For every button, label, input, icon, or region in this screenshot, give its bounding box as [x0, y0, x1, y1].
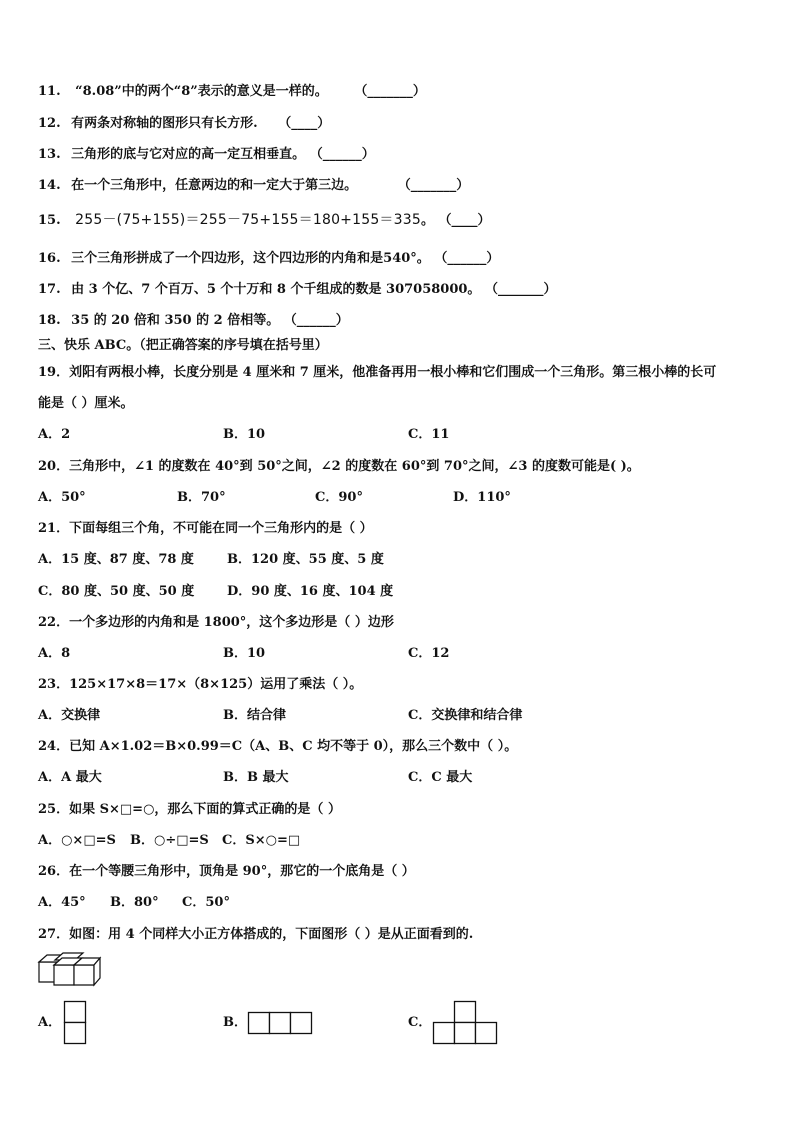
- option-a[interactable]: A．A 最大: [38, 770, 102, 785]
- option-d[interactable]: D．110°: [453, 490, 511, 505]
- question-12: [38, 115, 330, 133]
- question-25: 25．如果 S×□=○，那么下面的算式正确的是（ ）: [38, 802, 341, 817]
- option-a[interactable]: A．50°: [38, 490, 86, 505]
- option-c[interactable]: C．90°: [315, 490, 363, 505]
- square-cell: [65, 1023, 86, 1044]
- question-number: 18.: [38, 313, 61, 328]
- cube-stack-figure: [38, 952, 100, 986]
- square-cell: [455, 1002, 476, 1023]
- question-number: 16.: [38, 251, 61, 266]
- option-c[interactable]: C．12: [408, 646, 450, 661]
- question-14: [38, 177, 469, 195]
- question-11: [38, 83, 426, 101]
- question-suffix: 。: [420, 213, 434, 228]
- question-23: 23．125×17×8＝17×（8×125）运用了乘法（ ）。: [38, 677, 363, 692]
- option-b[interactable]: B．80°: [110, 895, 159, 910]
- question-text: 三角形的底与它对应的高一定互相垂直。: [71, 147, 306, 162]
- option-b[interactable]: B．10: [223, 427, 266, 442]
- square-cell: [476, 1023, 497, 1044]
- square-cell: [434, 1023, 455, 1044]
- question-20: 20．三角形中，∠1 的度数在 40°到 50°之间，∠2 的度数在 60°到 70°之间，∠3 的度数可能是( )。: [38, 459, 640, 474]
- option-c[interactable]: C．: [408, 1015, 432, 1030]
- question-number: 15.: [38, 213, 61, 228]
- cube-right: [74, 958, 100, 985]
- option-a[interactable]: A．2: [38, 427, 71, 442]
- question-text: 35 的 20 倍和 350 的 2 倍相等。: [71, 313, 280, 328]
- square-cell: [455, 1023, 476, 1044]
- option-c[interactable]: C．C 最大: [408, 770, 473, 785]
- answer-blank[interactable]: （____）: [278, 116, 331, 131]
- option-b-figure[interactable]: [248, 1012, 312, 1034]
- question-15: [38, 211, 491, 230]
- option-a[interactable]: A．○×□=S: [38, 833, 116, 848]
- formula: 255－(75+155)＝255－75+155＝180+155＝335: [75, 212, 421, 228]
- option-c[interactable]: C．80 度、50 度、50 度: [38, 584, 195, 599]
- question-17: [38, 281, 556, 299]
- option-b[interactable]: B．10: [223, 646, 266, 661]
- square-cell: [291, 1013, 312, 1034]
- question-27: 27．如图：用 4 个同样大小正方体搭成的，下面图形（ ）是从正面看到的.: [38, 927, 474, 942]
- question-13: [38, 146, 375, 164]
- question-21: 21．下面每组三个角，不可能在同一个三角形内的是（ ）: [38, 521, 373, 536]
- question-26: 26．在一个等腰三角形中，顶角是 90°，那它的一个底角是（ ）: [38, 864, 415, 879]
- question-number: 17.: [38, 282, 61, 297]
- question-18: [38, 312, 349, 330]
- question-text: 由 3 个亿、7 个百万、5 个十万和 8 个千组成的数是 307058000。: [71, 282, 481, 297]
- option-c[interactable]: C．11: [408, 427, 450, 442]
- option-a[interactable]: A．: [38, 1015, 62, 1030]
- answer-blank[interactable]: （_______）: [397, 178, 470, 193]
- option-c[interactable]: C．S×○=□: [222, 833, 301, 848]
- question-text: 三个三角形拼成了一个四边形，这个四边形的内角和是540°。: [71, 251, 430, 266]
- answer-blank[interactable]: （______）: [283, 313, 349, 328]
- option-a[interactable]: A．15 度、87 度、78 度: [38, 552, 194, 567]
- question-number: 12.: [38, 116, 61, 131]
- question-text: “8.08”中的两个“8”表示的意义是一样的。: [75, 84, 328, 99]
- option-c[interactable]: C．50°: [182, 895, 230, 910]
- square-cell: [270, 1013, 291, 1034]
- option-a[interactable]: A．交换律: [38, 708, 101, 723]
- option-b[interactable]: B．: [223, 1015, 247, 1030]
- square-cell: [65, 1002, 86, 1023]
- answer-blank[interactable]: （______）: [309, 147, 375, 162]
- answer-blank[interactable]: （______）: [434, 251, 500, 266]
- option-c-figure[interactable]: [433, 1001, 497, 1045]
- option-b[interactable]: B．120 度、55 度、5 度: [227, 552, 384, 567]
- question-22: 22．一个多边形的内角和是 1800°，这个多边形是（ ）边形: [38, 615, 394, 630]
- option-c[interactable]: C．交换律和结合律: [408, 708, 523, 723]
- option-a[interactable]: A．45°: [38, 895, 86, 910]
- question-text: 在一个三角形中，任意两边的和一定大于第三边。: [71, 178, 358, 193]
- answer-blank[interactable]: （____）: [438, 213, 491, 228]
- question-number: 14.: [38, 178, 61, 193]
- section-heading: 三、快乐 ABC。（把正确答案的序号填在括号里）: [38, 338, 328, 353]
- option-d[interactable]: D．90 度、16 度、104 度: [227, 584, 394, 599]
- question-24: 24．已知 A×1.02＝B×0.99＝C（A、B、C 均不等于 0），那么三个数中（ ）。: [38, 739, 518, 754]
- answer-blank[interactable]: （_______）: [354, 84, 426, 99]
- option-a[interactable]: A．8: [38, 646, 71, 661]
- question-19-line1: 19．刘阳有两根小棒，长度分别是 4 厘米和 7 厘米，他准备再用一根小棒和它们围成一个三角形。第三根小棒的长可: [38, 365, 717, 380]
- option-a-figure[interactable]: [64, 1001, 86, 1045]
- question-19-line2: 能是（ ）厘米。: [38, 396, 134, 411]
- question-text: 有两条对称轴的图形只有长方形.: [71, 116, 258, 131]
- question-16: [38, 250, 499, 268]
- option-b[interactable]: B．B 最大: [223, 770, 289, 785]
- option-b[interactable]: B．○÷□=S: [130, 833, 209, 848]
- answer-blank[interactable]: （_______）: [484, 282, 557, 297]
- question-number: 11.: [38, 84, 61, 99]
- question-number: 13.: [38, 147, 61, 162]
- option-b[interactable]: B．结合律: [223, 708, 286, 723]
- option-b[interactable]: B．70°: [177, 490, 226, 505]
- square-cell: [249, 1013, 270, 1034]
